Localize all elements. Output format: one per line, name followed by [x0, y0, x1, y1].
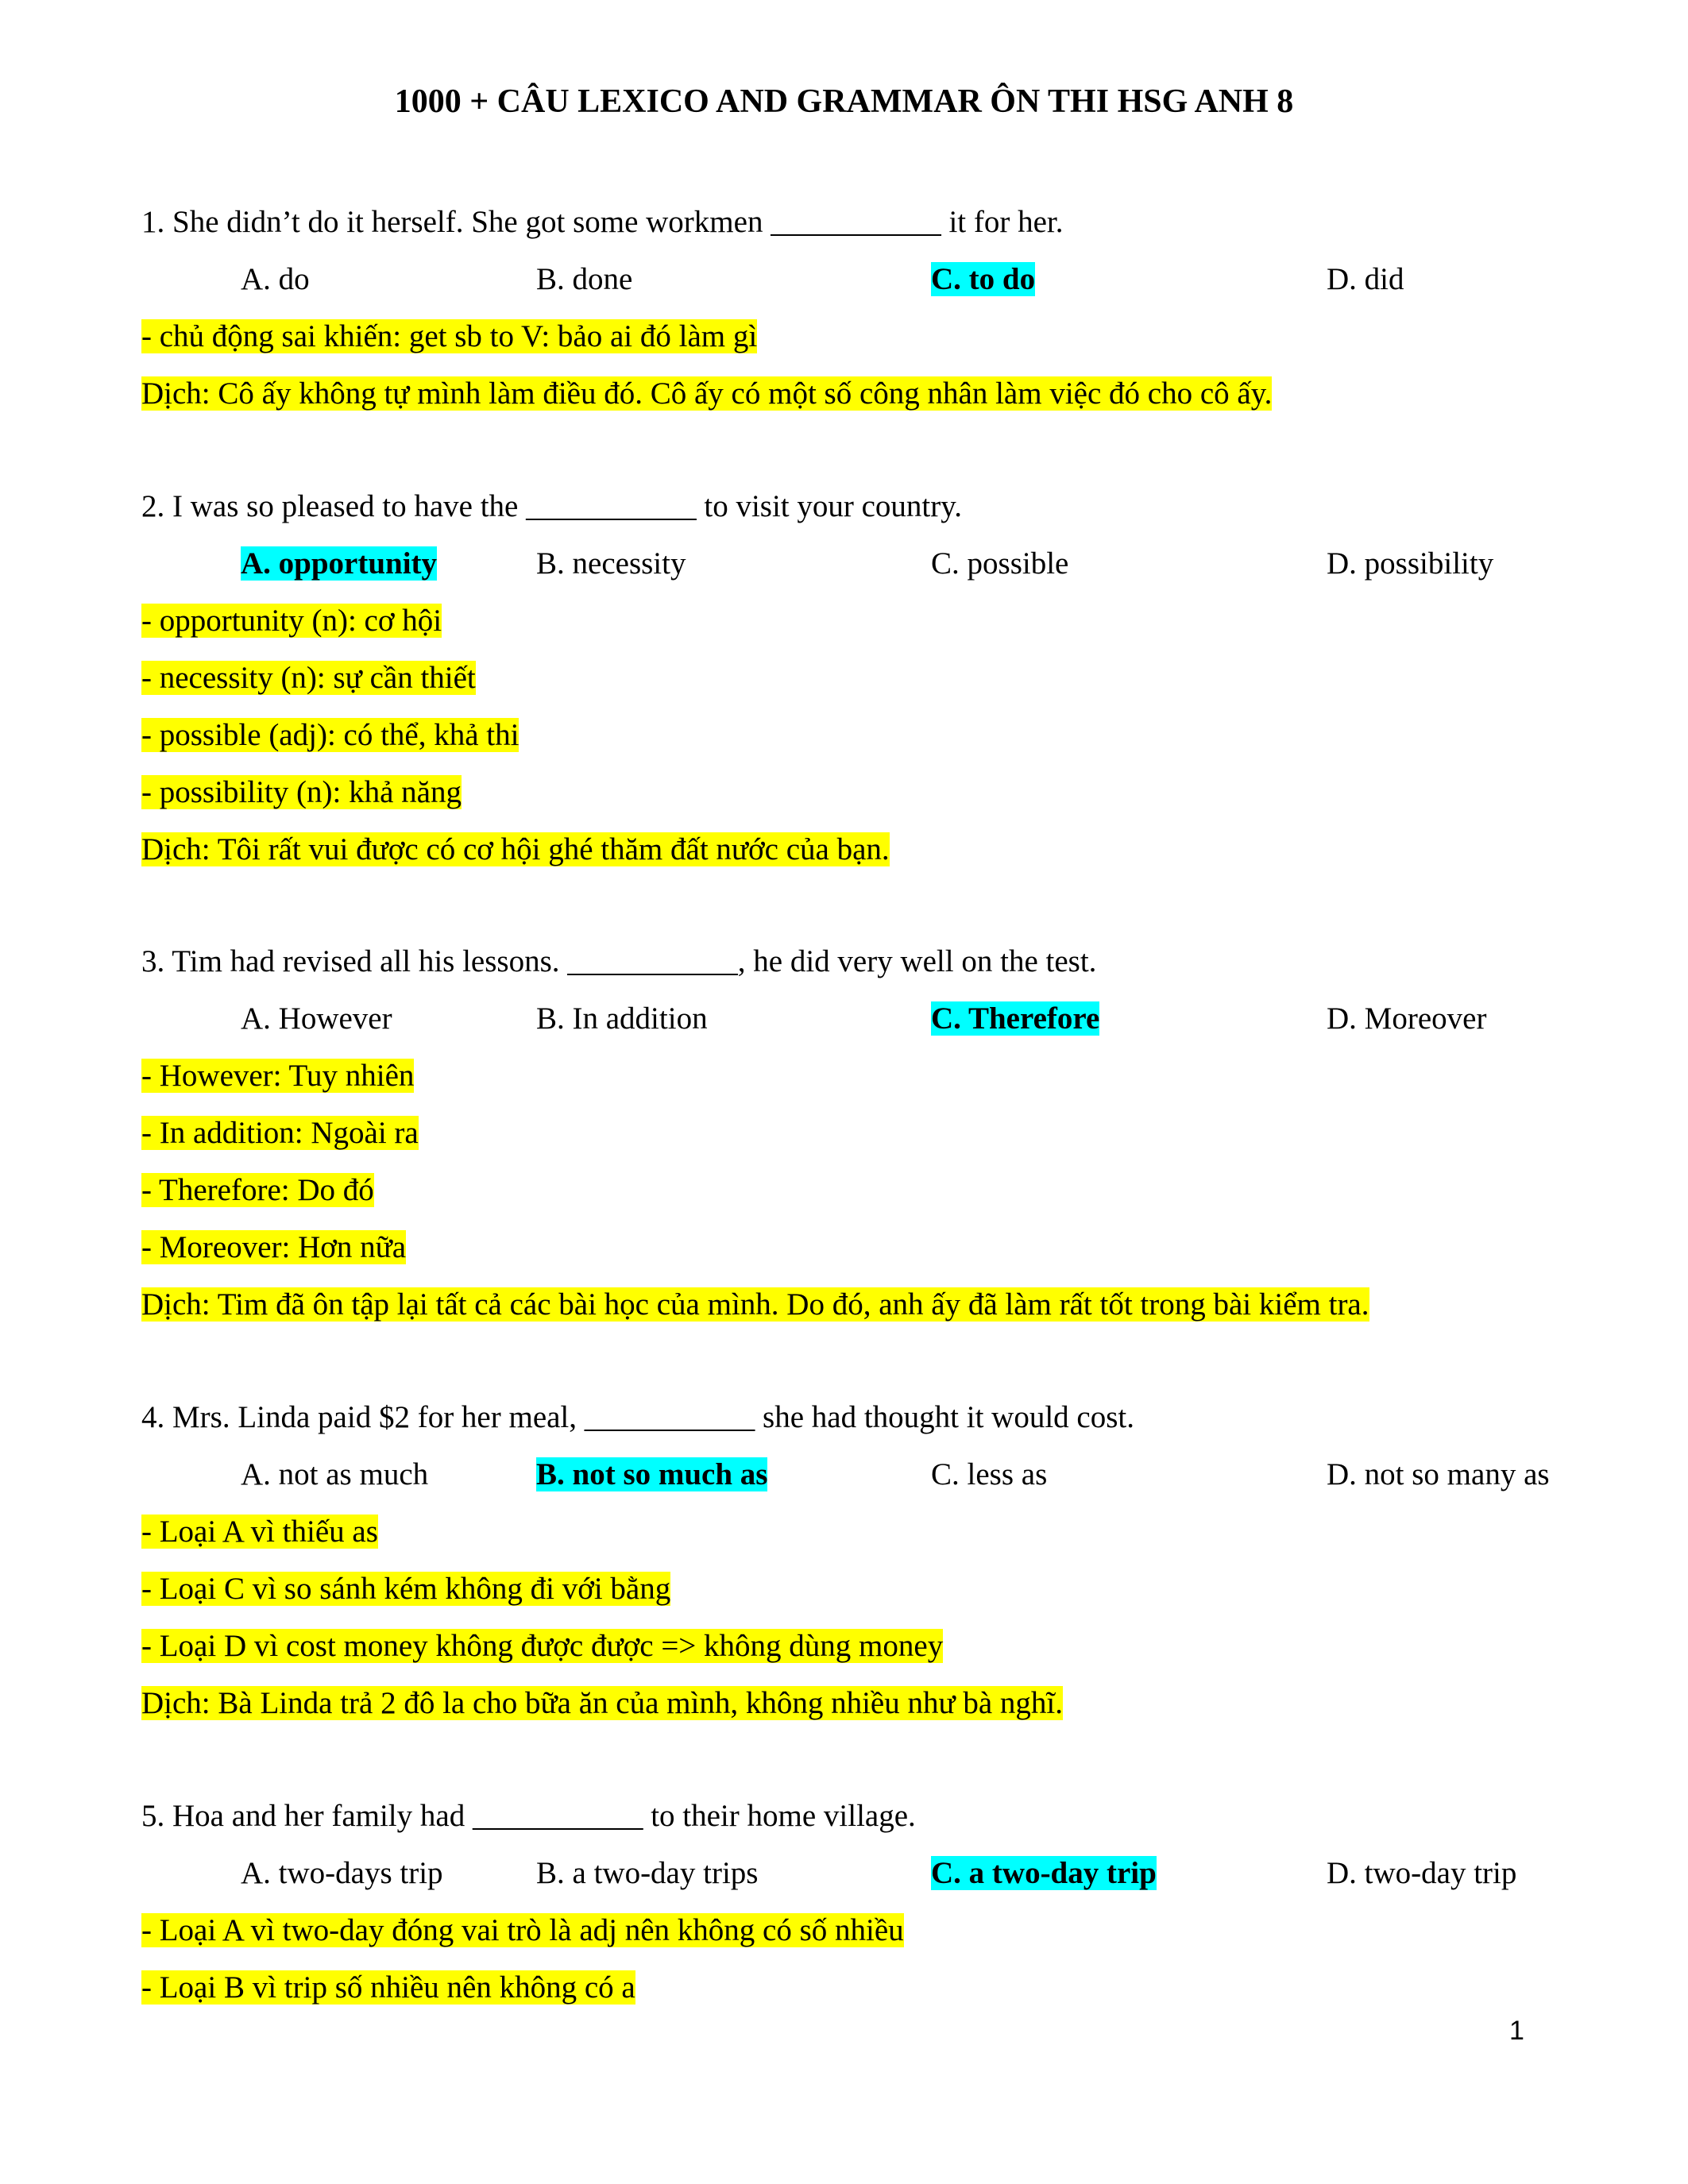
- explanation-text: - opportunity (n): cơ hội: [141, 604, 442, 638]
- option-c-correct: [931, 997, 1099, 1041]
- explanation-line: [141, 1225, 406, 1270]
- explanation-line: [141, 1624, 943, 1669]
- correct-answer-highlight: A. opportunity: [241, 546, 438, 581]
- option-a: A. two-days trip: [241, 1856, 443, 1890]
- translation-text: Dịch: Cô ấy không tự mình làm điều đó. Cô ấy có một số công nhân làm việc đó cho cô ấy.: [141, 376, 1273, 411]
- correct-answer-highlight: C. Therefore: [931, 1001, 1100, 1036]
- translation-line: [141, 828, 890, 872]
- explanation-text: - necessity (n): sự cần thiết: [141, 661, 476, 695]
- option-c-correct: [931, 257, 1035, 302]
- explanation-text: - Loại B vì trip số nhiều nên không có a: [141, 1970, 635, 2005]
- question-stem: 3. Tim had revised all his lessons. ___________, he did very well on the test.: [141, 944, 1097, 978]
- option-d: D. possibility: [1327, 546, 1494, 581]
- question-stem: 2. I was so pleased to have the ___________ to visit your country.: [141, 489, 962, 523]
- explanation-line: [141, 1054, 414, 1098]
- option-b: B. In addition: [536, 1001, 708, 1036]
- explanation-text: - Loại A vì thiếu as: [141, 1515, 378, 1549]
- question-stem: 5. Hoa and her family had ___________ to their home village.: [141, 1799, 916, 1833]
- question-stem: 4. Mrs. Linda paid $2 for her meal, ___________ she had thought it would cost.: [141, 1400, 1134, 1434]
- explanation-line: [141, 656, 476, 700]
- explanation-line: [141, 1908, 904, 1953]
- option-c-correct: [931, 1851, 1157, 1896]
- correct-answer-highlight: B. not so much as: [536, 1457, 768, 1491]
- option-b-correct: [536, 1453, 767, 1497]
- explanation-line: [141, 599, 442, 643]
- option-a-correct: [241, 542, 437, 586]
- explanation-text: - possibility (n): khả năng: [141, 775, 462, 809]
- explanation-line: [141, 1567, 670, 1611]
- explanation-line: [141, 770, 462, 815]
- explanation-text: - Loại A vì two-day đóng vai trò là adj nên không có số nhiều: [141, 1913, 904, 1947]
- option-b: B. done: [536, 262, 633, 296]
- explanation-text: - Loại C vì so sánh kém không đi với bằng: [141, 1572, 671, 1606]
- page-title: 1000 + CÂU LEXICO AND GRAMMAR ÔN THI HSG ANH 8: [394, 83, 1294, 120]
- explanation-line: [141, 314, 757, 359]
- option-c: C. possible: [931, 546, 1069, 581]
- translation-text: Dịch: Tim đã ôn tập lại tất cả các bài học của mình. Do đó, anh ấy đã làm rất tốt trong bài kiểm tra.: [141, 1287, 1369, 1322]
- option-b: B. a two-day trips: [536, 1856, 759, 1890]
- option-c: C. less as: [931, 1457, 1048, 1491]
- question-stem: 1. She didn’t do it herself. She got some workmen ___________ it for her.: [141, 205, 1064, 239]
- explanation-line: [141, 1510, 378, 1554]
- page-number: 1: [1509, 2016, 1524, 2046]
- explanation-text: - Loại D vì cost money không được được => không dùng money: [141, 1629, 944, 1663]
- explanation-text: - chủ động sai khiến: get sb to V: bảo ai đó làm gì: [141, 319, 758, 353]
- translation-line: [141, 1681, 1063, 1726]
- translation-line: [141, 372, 1272, 416]
- translation-line: [141, 1283, 1369, 1327]
- option-d: D. not so many as: [1327, 1457, 1550, 1491]
- explanation-line: [141, 1168, 374, 1213]
- option-d: D. did: [1327, 262, 1404, 296]
- explanation-line: [141, 713, 519, 758]
- translation-text: Dịch: Tôi rất vui được có cơ hội ghé thăm đất nước của bạn.: [141, 832, 890, 866]
- option-b: B. necessity: [536, 546, 686, 581]
- explanation-text: - possible (adj): có thể, khả thi: [141, 718, 520, 752]
- correct-answer-highlight: C. a two-day trip: [931, 1856, 1157, 1890]
- correct-answer-highlight: C. to do: [931, 262, 1036, 296]
- explanation-text: - However: Tuy nhiên: [141, 1059, 415, 1093]
- explanation-line: [141, 1111, 419, 1156]
- explanation-text: - In addition: Ngoài ra: [141, 1116, 419, 1150]
- option-d: D. Moreover: [1327, 1001, 1487, 1036]
- option-d: D. two-day trip: [1327, 1856, 1517, 1890]
- explanation-line: [141, 1966, 635, 2010]
- translation-text: Dịch: Bà Linda trả 2 đô la cho bữa ăn của mình, không nhiều như bà nghĩ.: [141, 1686, 1064, 1720]
- explanation-text: - Moreover: Hơn nữa: [141, 1230, 407, 1264]
- option-a: A. However: [241, 1001, 392, 1036]
- explanation-text: - Therefore: Do đó: [141, 1173, 374, 1207]
- option-a: A. not as much: [241, 1457, 429, 1491]
- option-a: A. do: [241, 262, 310, 296]
